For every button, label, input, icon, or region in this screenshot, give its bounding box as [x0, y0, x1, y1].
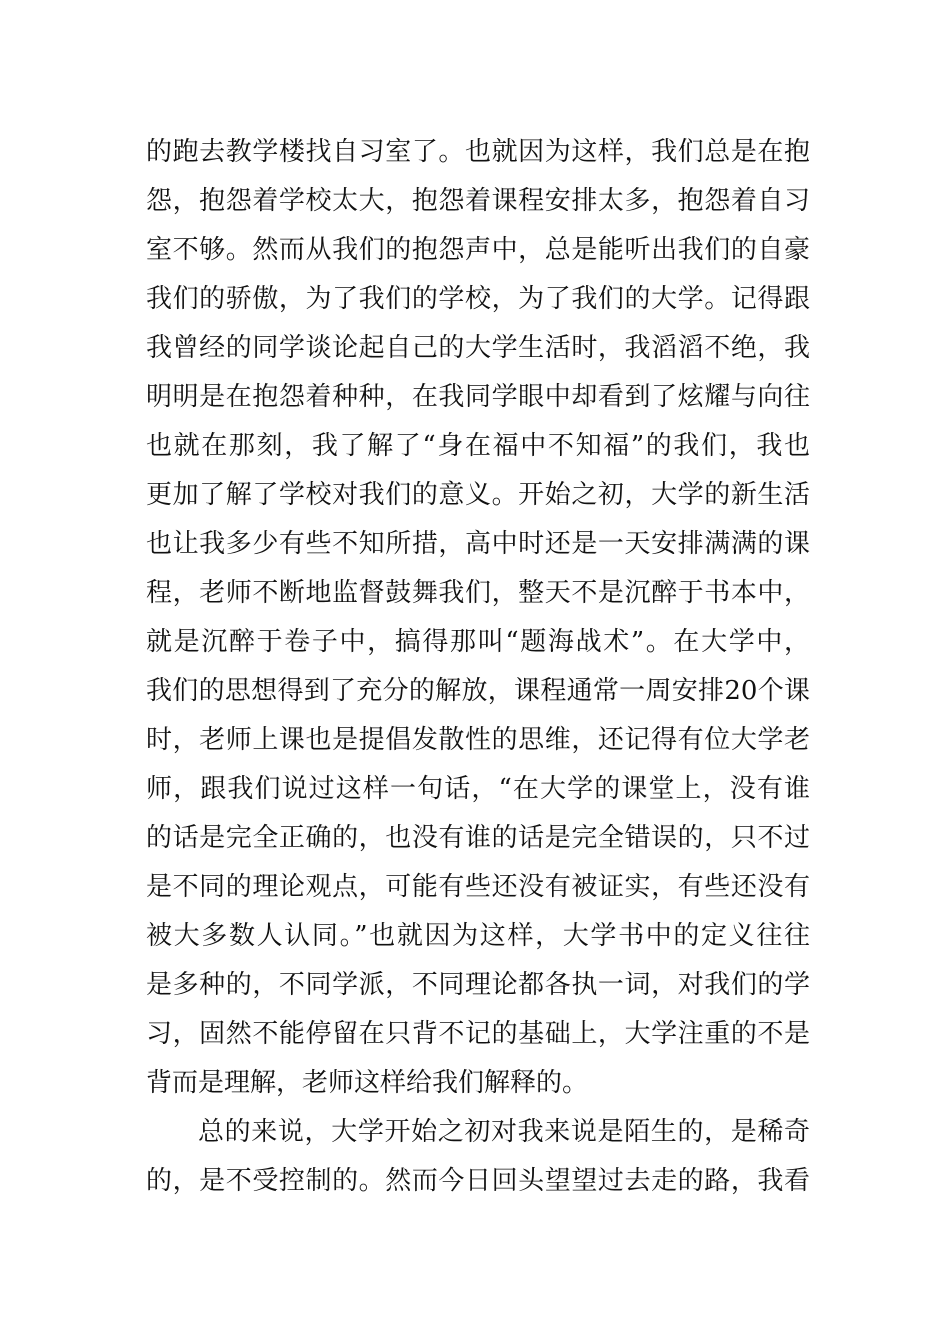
body-text — [146, 128, 810, 1206]
text-line: 时，老师上课也是提倡发散性的思维，还记得有位大学老 — [146, 725, 810, 755]
text-line: 就是沉醉于卷子中，搞得那叫“题海战术”。在大学中， — [146, 627, 810, 657]
text-line: 怨，抱怨着学校太大，抱怨着课程安排太多，抱怨着自习 — [146, 186, 810, 216]
text-line: 程，老师不断地监督鼓舞我们，整天不是沉醉于书本中， — [146, 578, 810, 608]
text-line: 背而是理解，老师这样给我们解释的。 — [146, 1068, 589, 1098]
text-line: 被大多数人认同。”也就因为这样，大学书中的定义往往 — [146, 921, 810, 951]
text-line: 明明是在抱怨着种种，在我同学眼中却看到了炫耀与向往 — [146, 382, 810, 412]
text-line: 的跑去教学楼找自习室了。也就因为这样，我们总是在抱 — [146, 137, 810, 167]
text-line: 更加了解了学校对我们的意义。开始之初，大学的新生活 — [146, 480, 810, 510]
text-line: 我们的骄傲，为了我们的学校，为了我们的大学。记得跟 — [146, 284, 810, 314]
paragraph-first-line: 总的来说，大学开始之初对我来说是陌生的，是稀奇 — [198, 1117, 810, 1147]
text-line: 我们的思想得到了充分的解放，课程通常一周安排20个课 — [146, 676, 810, 706]
text-line: 室不够。然而从我们的抱怨声中，总是能听出我们的自豪 — [146, 235, 810, 265]
text-line: 是多种的，不同学派，不同理论都各执一词，对我们的学 — [146, 970, 810, 1000]
text-line: 的话是完全正确的，也没有谁的话是完全错误的，只不过 — [146, 823, 810, 853]
text-line: 我曾经的同学谈论起自己的大学生活时，我滔滔不绝，我 — [146, 333, 810, 363]
text-line: 也就在那刻，我了解了“身在福中不知福”的我们，我也 — [146, 431, 810, 461]
text-line: 习，固然不能停留在只背不记的基础上，大学注重的不是 — [146, 1019, 810, 1049]
text-line: 也让我多少有些不知所措，高中时还是一天安排满满的课 — [146, 529, 810, 559]
text-line: 是不同的理论观点，可能有些还没有被证实，有些还没有 — [146, 872, 810, 902]
text-line: 师，跟我们说过这样一句话，“在大学的课堂上，没有谁 — [146, 774, 810, 804]
text-line: 的，是不受控制的。然而今日回头望望过去走的路，我看 — [146, 1166, 810, 1196]
